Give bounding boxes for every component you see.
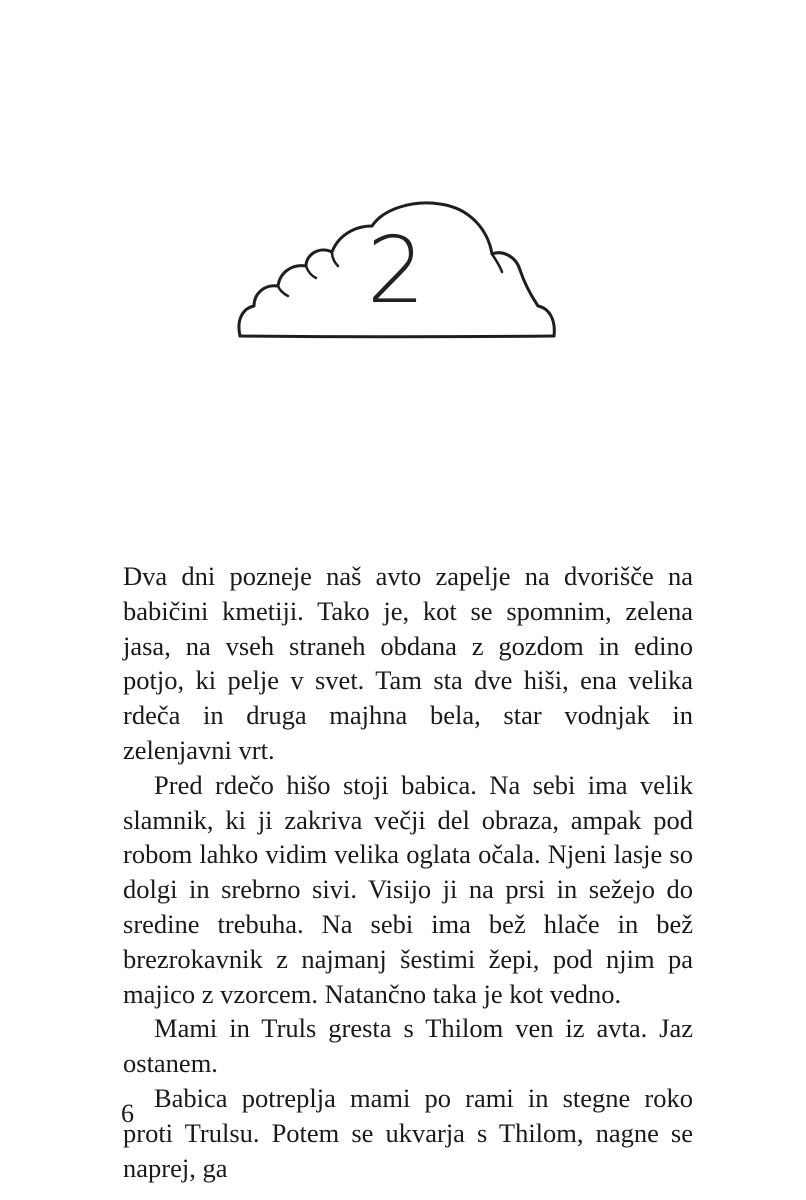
chapter-body xyxy=(123,559,693,1185)
paragraph: Babica potreplja mami po rami in stegne roko proti Trulsu. Potem se ukvarja s Thilom, nagne se naprej, ga xyxy=(123,1082,693,1183)
paragraph: Dva dni pozneje naš avto zapelje na dvorišče na babičini kmetiji. Tako je, kot se spomnim, zelena jasa, na vseh straneh obdana z gozdom in edino potjo, ki pelje v svet. Tam sta dve hiši, ena velika rdeča in druga majhna bela, star vodnjak in zelenjavni vrt. xyxy=(123,561,693,765)
page-number: 6 xyxy=(121,1099,134,1128)
chapter-number: 2 xyxy=(366,217,426,324)
chapter-heading xyxy=(234,196,558,346)
paragraph: Pred rdečo hišo stoji babica. Na sebi ima velik slamnik, ki ji zakriva večji del obraza, ampak pod robom lahko vidim velika oglata očala. Njeni lasje so dolgi in srebrno sivi. Visijo ji na prsi in sežejo do sredine trebuha. Na sebi ima bež hlače in bež brezrokavnik z najmanj šestimi žepi, pod njim pa majico z vzorcem. Natančno taka je kot vedno. xyxy=(123,769,693,1009)
paragraph: Mami in Truls gresta s Thilom ven iz avta. Jaz ostanem. xyxy=(123,1013,693,1079)
